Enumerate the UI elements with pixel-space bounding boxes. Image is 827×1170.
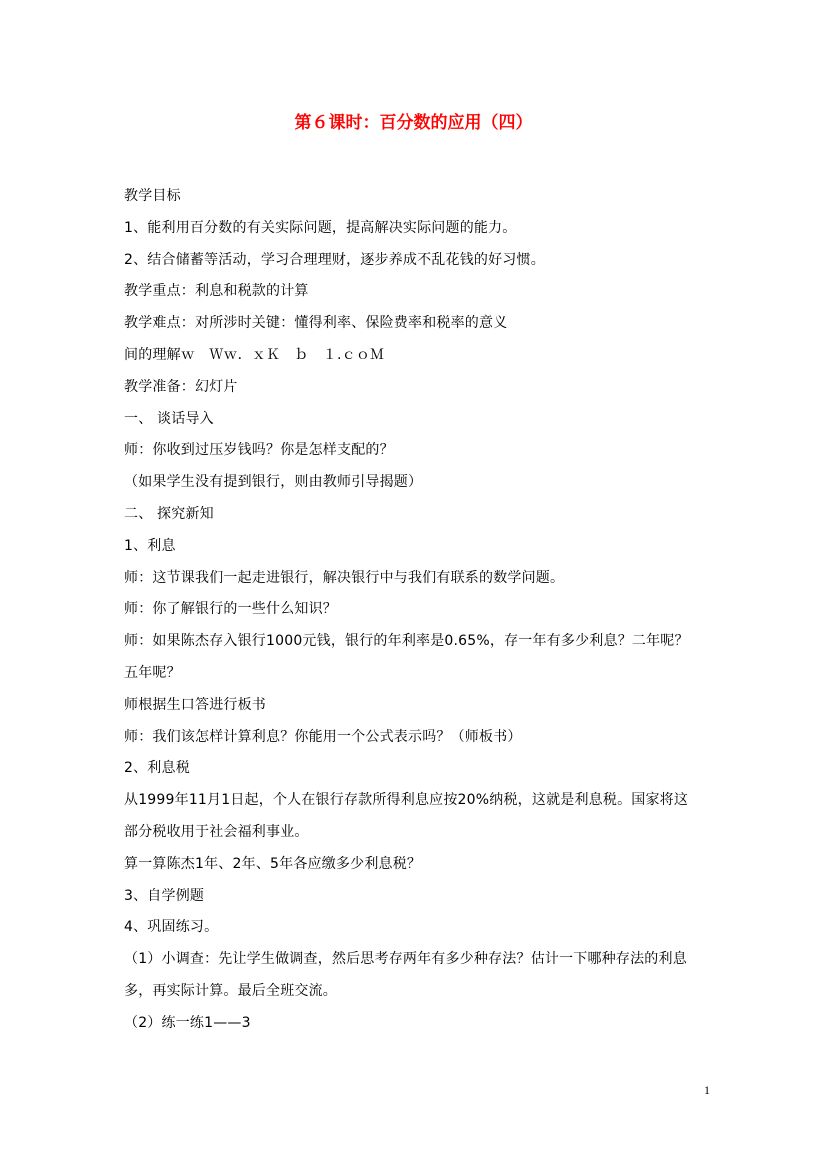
lesson-body (124, 181, 709, 1040)
text-line: 教学目标 (124, 188, 181, 204)
subsection-heading: 1、利息 (124, 537, 176, 554)
text-line: 间的理解ｗ Ｗｗ．ｘＫ ｂ １.ｃｏＭ (124, 346, 385, 363)
text-line: 部分税收用于社会福利事业。 (124, 823, 309, 840)
text-line: 师：我们该怎样计算利息？你能用一个公式表示吗？（师板书） (124, 728, 522, 745)
subsection-heading: 3、自学例题 (124, 887, 205, 904)
text-line: （2）练一练1——3 (124, 1014, 251, 1031)
text-line: 2、结合储蓄等活动，学习合理理财，逐步养成不乱花钱的好习惯。 (124, 251, 545, 268)
text-line: （如果学生没有提到银行，则由教师引导揭题） (124, 474, 423, 491)
text-line: 师：如果陈杰存入银行1000元钱，银行的年利率是0.65%，存一年有多少利息？二年呢？ (124, 633, 689, 650)
section-heading: 一、 谈话导入 (124, 410, 214, 427)
section-heading: 二、 探究新知 (124, 505, 214, 522)
text-line: 教学准备：幻灯片 (124, 378, 238, 395)
text-line: 师：你收到过压岁钱吗？你是怎样支配的？ (124, 442, 394, 459)
page-number: 1 (704, 1083, 710, 1097)
text-line: 师：这节课我们一起走进银行，解决银行中与我们有联系的数学问题。 (124, 569, 565, 586)
text-line: （1）小调查：先让学生做调查，然后思考存两年有多少种存法？估计一下哪种存法的利息 (124, 951, 687, 968)
text-line: 1、能利用百分数的有关实际问题，提高解决实际问题的能力。 (124, 219, 517, 236)
text-line: 教学难点：对所涉时关键：懂得利率、保险费率和税率的意义 (124, 315, 508, 332)
lesson-title: 第６课时：百分数的应用（四） (294, 113, 533, 133)
text-line: 多，再实际计算。最后全班交流。 (124, 982, 337, 999)
subsection-heading: 4、巩固练习。 (124, 919, 219, 936)
text-line: 从1999年11月1日起，个人在银行存款所得利息应按20%纳税，这就是利息税。国家将这 (124, 792, 689, 809)
subsection-heading: 2、利息税 (124, 760, 190, 777)
text-line: 师：你了解银行的一些什么知识？ (124, 601, 337, 618)
text-line: 五年呢？ (124, 664, 181, 681)
text-line: 算一算陈杰1年、2年、5年各应缴多少利息税？ (124, 855, 422, 872)
text-line: 教学重点：利息和税款的计算 (124, 283, 309, 300)
text-line: 师根据生口答进行板书 (124, 696, 266, 713)
